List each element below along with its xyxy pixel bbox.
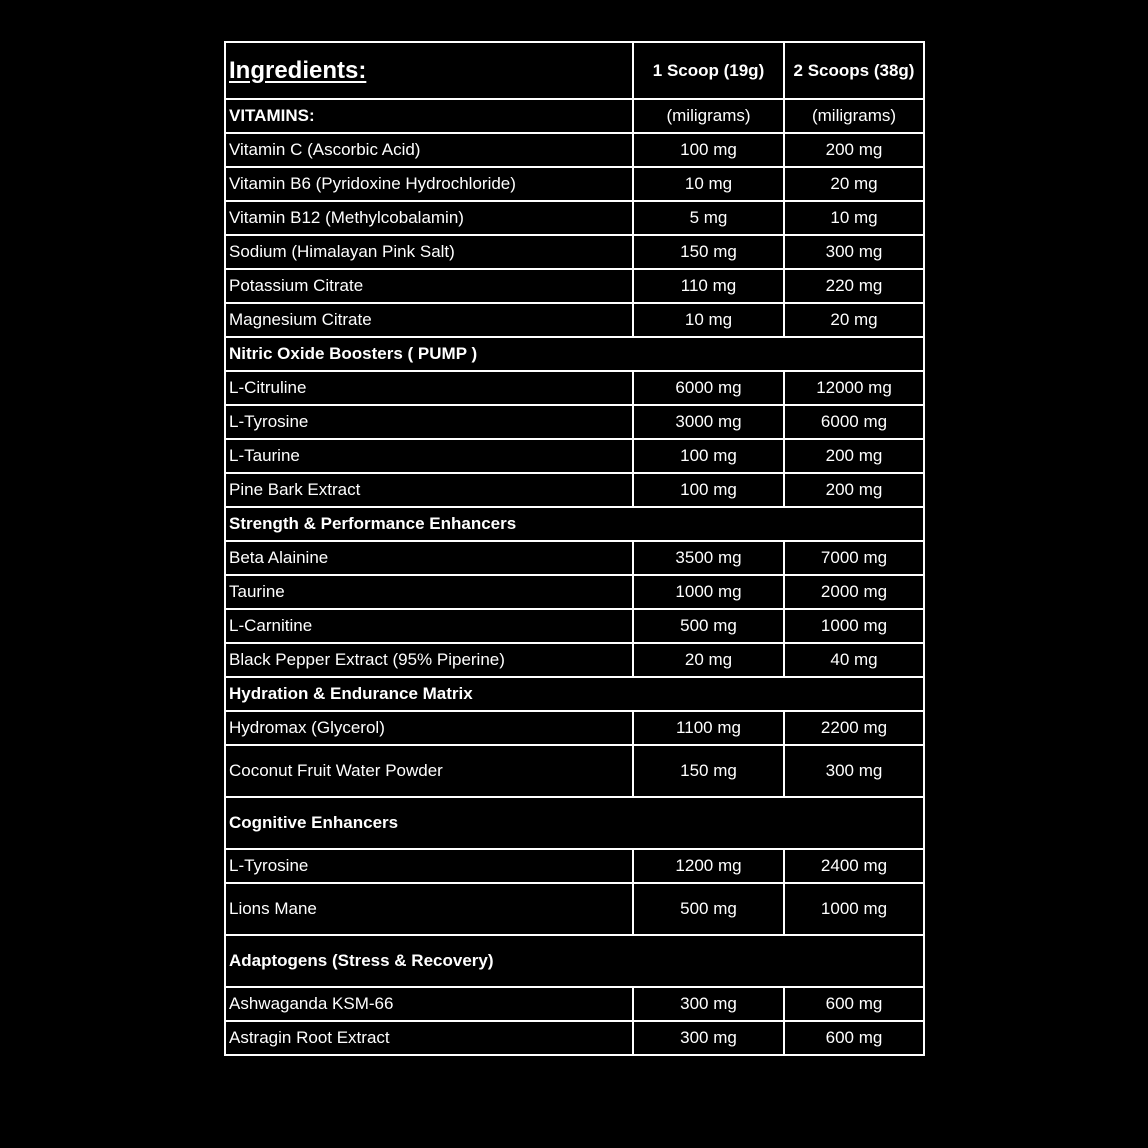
- table-row: [225, 575, 924, 609]
- table-row: [225, 1021, 924, 1055]
- ingredient-name: Vitamin B12 (Methylcobalamin): [225, 201, 633, 235]
- amount-2-scoops: 600 mg: [784, 1021, 924, 1055]
- table-row: [225, 883, 924, 935]
- amount-1-scoop: 10 mg: [633, 303, 784, 337]
- ingredient-name: L-Tyrosine: [225, 849, 633, 883]
- ingredient-name: Astragin Root Extract: [225, 1021, 633, 1055]
- amount-2-scoops: 2400 mg: [784, 849, 924, 883]
- ingredient-name: Sodium (Himalayan Pink Salt): [225, 235, 633, 269]
- table-title: Ingredients:: [225, 42, 633, 99]
- table-row: [225, 133, 924, 167]
- amount-1-scoop: 100 mg: [633, 439, 784, 473]
- ingredient-name: Coconut Fruit Water Powder: [225, 745, 633, 797]
- ingredient-name: Vitamin C (Ascorbic Acid): [225, 133, 633, 167]
- amount-1-scoop: 6000 mg: [633, 371, 784, 405]
- column-header-2-scoops: 2 Scoops (38g): [784, 42, 924, 99]
- table-row: [225, 235, 924, 269]
- section-title-vitamins: VITAMINS:: [225, 99, 633, 133]
- table-row: [225, 849, 924, 883]
- ingredient-name: Ashwaganda KSM-66: [225, 987, 633, 1021]
- ingredient-name: Taurine: [225, 575, 633, 609]
- section-row-adaptogens: [225, 935, 924, 987]
- amount-2-scoops: 300 mg: [784, 745, 924, 797]
- amount-1-scoop: 3500 mg: [633, 541, 784, 575]
- amount-2-scoops: 40 mg: [784, 643, 924, 677]
- amount-2-scoops: 20 mg: [784, 303, 924, 337]
- amount-2-scoops: 600 mg: [784, 987, 924, 1021]
- ingredient-name: Hydromax (Glycerol): [225, 711, 633, 745]
- amount-1-scoop: 1100 mg: [633, 711, 784, 745]
- section-title-nitric-oxide: Nitric Oxide Boosters ( PUMP ): [225, 337, 924, 371]
- ingredient-name: L-Citruline: [225, 371, 633, 405]
- section-title-hydration: Hydration & Endurance Matrix: [225, 677, 924, 711]
- table-row: [225, 745, 924, 797]
- section-title-adaptogens: Adaptogens (Stress & Recovery): [225, 935, 924, 987]
- table-row: [225, 541, 924, 575]
- table-row: [225, 167, 924, 201]
- ingredient-name: Magnesium Citrate: [225, 303, 633, 337]
- table-row: [225, 987, 924, 1021]
- amount-2-scoops: 200 mg: [784, 133, 924, 167]
- amount-2-scoops: 7000 mg: [784, 541, 924, 575]
- ingredient-name: L-Carnitine: [225, 609, 633, 643]
- section-row-cognitive: [225, 797, 924, 849]
- amount-1-scoop: 500 mg: [633, 609, 784, 643]
- table-row: [225, 405, 924, 439]
- amount-1-scoop: 1000 mg: [633, 575, 784, 609]
- ingredients-table: [224, 41, 925, 1056]
- amount-2-scoops: 2200 mg: [784, 711, 924, 745]
- unit-label-1-scoop: (miligrams): [633, 99, 784, 133]
- ingredient-name: Lions Mane: [225, 883, 633, 935]
- ingredient-name: L-Taurine: [225, 439, 633, 473]
- ingredient-name: L-Tyrosine: [225, 405, 633, 439]
- amount-1-scoop: 10 mg: [633, 167, 784, 201]
- amount-2-scoops: 6000 mg: [784, 405, 924, 439]
- amount-1-scoop: 300 mg: [633, 1021, 784, 1055]
- table-header-row: [225, 42, 924, 99]
- amount-2-scoops: 20 mg: [784, 167, 924, 201]
- amount-1-scoop: 500 mg: [633, 883, 784, 935]
- amount-1-scoop: 1200 mg: [633, 849, 784, 883]
- table-row: [225, 439, 924, 473]
- ingredient-name: Pine Bark Extract: [225, 473, 633, 507]
- amount-1-scoop: 100 mg: [633, 133, 784, 167]
- amount-1-scoop: 300 mg: [633, 987, 784, 1021]
- amount-2-scoops: 10 mg: [784, 201, 924, 235]
- amount-2-scoops: 200 mg: [784, 473, 924, 507]
- table-row: [225, 303, 924, 337]
- amount-1-scoop: 150 mg: [633, 235, 784, 269]
- table-row: [225, 371, 924, 405]
- amount-2-scoops: 12000 mg: [784, 371, 924, 405]
- ingredient-name: Black Pepper Extract (95% Piperine): [225, 643, 633, 677]
- ingredient-name: Beta Alainine: [225, 541, 633, 575]
- amount-2-scoops: 2000 mg: [784, 575, 924, 609]
- vitamins-header-row: [225, 99, 924, 133]
- table-row: [225, 473, 924, 507]
- amount-1-scoop: 5 mg: [633, 201, 784, 235]
- amount-2-scoops: 220 mg: [784, 269, 924, 303]
- amount-1-scoop: 3000 mg: [633, 405, 784, 439]
- section-title-strength: Strength & Performance Enhancers: [225, 507, 924, 541]
- amount-1-scoop: 110 mg: [633, 269, 784, 303]
- unit-label-2-scoops: (miligrams): [784, 99, 924, 133]
- table-row: [225, 643, 924, 677]
- amount-2-scoops: 300 mg: [784, 235, 924, 269]
- amount-1-scoop: 100 mg: [633, 473, 784, 507]
- table-row: [225, 269, 924, 303]
- section-row-hydration: [225, 677, 924, 711]
- table-row: [225, 711, 924, 745]
- ingredient-name: Potassium Citrate: [225, 269, 633, 303]
- amount-2-scoops: 1000 mg: [784, 609, 924, 643]
- section-row-nitric-oxide: [225, 337, 924, 371]
- table-row: [225, 609, 924, 643]
- ingredient-name: Vitamin B6 (Pyridoxine Hydrochloride): [225, 167, 633, 201]
- amount-2-scoops: 1000 mg: [784, 883, 924, 935]
- section-row-strength: [225, 507, 924, 541]
- table-row: [225, 201, 924, 235]
- column-header-1-scoop: 1 Scoop (19g): [633, 42, 784, 99]
- amount-1-scoop: 20 mg: [633, 643, 784, 677]
- section-title-cognitive: Cognitive Enhancers: [225, 797, 924, 849]
- amount-1-scoop: 150 mg: [633, 745, 784, 797]
- amount-2-scoops: 200 mg: [784, 439, 924, 473]
